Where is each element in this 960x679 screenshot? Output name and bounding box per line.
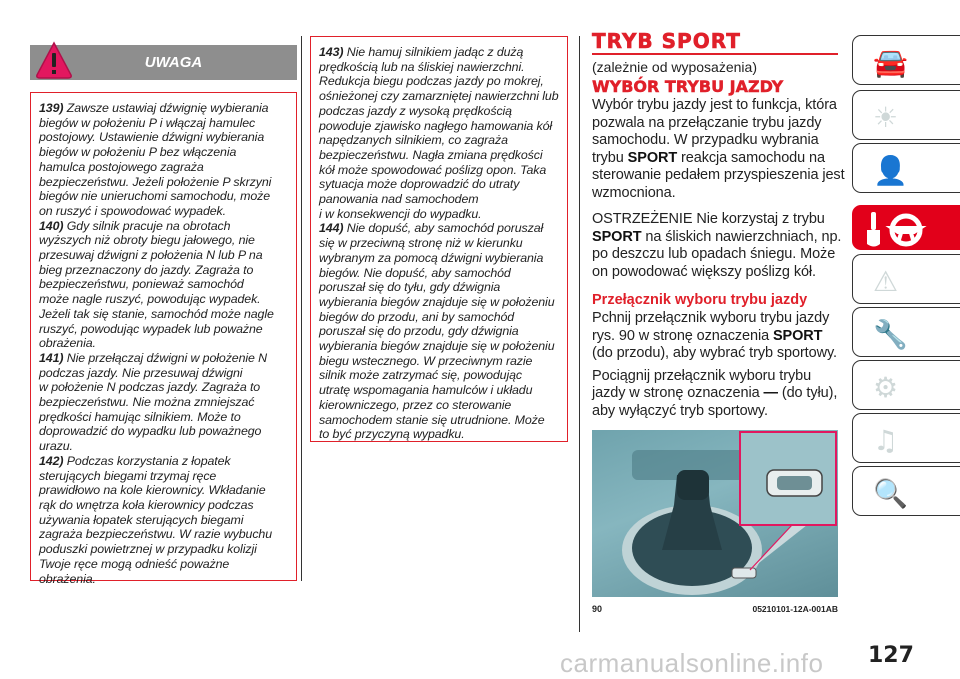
- body-line: [592, 246, 840, 264]
- warning-line: [39, 469, 290, 484]
- paragraph: [592, 97, 845, 202]
- warning-line: [39, 175, 290, 190]
- warning-line: [39, 116, 290, 131]
- warning-line: [319, 398, 561, 413]
- body-text: Pchnij przełącznik wyboru trybu jazdy: [592, 310, 830, 326]
- warning-line: [39, 483, 290, 498]
- warning-line: [39, 322, 290, 337]
- warning-text: samochodem stanie się utrudnione. Może: [319, 412, 545, 427]
- warning-line: [39, 336, 290, 351]
- warning-line: [39, 542, 290, 557]
- warning-line: [39, 366, 290, 381]
- breakdown-triangle-icon: [861, 257, 941, 301]
- warning-line: [39, 130, 290, 145]
- body-text: wzmocniona.: [592, 184, 676, 201]
- warning-line: [319, 221, 561, 236]
- warning-text: Redukcja biegu podczas jazdy po mokrej,: [319, 74, 544, 89]
- paragraph: [592, 310, 840, 363]
- warning-text: wybierania biegów znajduje się w położeniu: [319, 339, 555, 354]
- sidebar-tab-specs-gear[interactable]: [852, 360, 960, 410]
- warning-line: [319, 148, 561, 163]
- car-service-icon: [861, 310, 941, 354]
- warning-line: [39, 439, 290, 454]
- svg-text:☀: ☀: [873, 101, 899, 134]
- warning-number: 139): [39, 101, 64, 115]
- warning-line: [39, 101, 290, 116]
- body-line: [592, 97, 840, 115]
- warning-line: [319, 266, 561, 281]
- body-line: [592, 211, 840, 229]
- warning-text: bezpieczeństwu, ponieważ samochód: [39, 277, 244, 292]
- warning-line: [39, 527, 290, 542]
- body-line: [592, 115, 840, 133]
- body-line: [592, 185, 840, 203]
- body-text: na śliskich nawierzchniach, np.: [641, 228, 842, 245]
- warning-line: [319, 280, 561, 295]
- column-divider: [301, 36, 302, 581]
- paragraph: [592, 368, 840, 421]
- warning-text: bezpieczeństwu. Jeżeli położenie P skrzyni: [39, 174, 272, 189]
- warning-line: [39, 513, 290, 528]
- warning-line: [319, 354, 561, 369]
- index-search-icon: [861, 469, 941, 513]
- warning-text: w położenie N podczas jazdy. Zagraża to: [39, 380, 261, 395]
- svg-text:🔧: 🔧: [873, 318, 908, 351]
- warning-text: on ruszyć i spowodować wypadek.: [39, 203, 226, 218]
- warning-text: poruszał się do przodu, gdy dźwignia: [319, 324, 519, 339]
- warning-number: 140): [39, 218, 64, 233]
- warning-text: prędkością lub na śliskiej nawierzchni.: [319, 59, 525, 74]
- warning-line: [319, 295, 561, 310]
- warning-box-left: [30, 92, 297, 586]
- body-line: [592, 310, 840, 328]
- body-text: (do przodu), aby wybrać tryb sportowy.: [592, 345, 837, 361]
- warning-line: [39, 233, 290, 248]
- warning-text: biegów w położeniu P bez włączenia: [39, 145, 237, 160]
- specs-gear-icon: [861, 363, 941, 407]
- warning-line: [319, 60, 561, 75]
- warning-text: Podczas korzystania z łopatek: [63, 453, 231, 468]
- body-line: [592, 229, 840, 247]
- warning-line: [39, 145, 290, 160]
- svg-text:🚘: 🚘: [873, 46, 908, 79]
- body-text: rys. 90 w stronę oznaczenia: [592, 327, 773, 344]
- warning-line: [319, 192, 561, 207]
- body-text: jazdy w stronę oznaczenia: [592, 385, 764, 401]
- warning-text: i w konsekwencji do wypadku.: [319, 206, 482, 221]
- seat-airbag-icon: [861, 146, 941, 190]
- body-text: OSTRZEŻENIE Nie korzystaj z trybu: [592, 211, 825, 227]
- svg-text:👤: 👤: [873, 154, 908, 187]
- warning-text: ośnieżonej czy zamarzniętej nawierzchni lub: [319, 89, 559, 104]
- body-text: pozwala na przełączanie trybu jazdy: [592, 114, 822, 131]
- sidebar-tab-warning-lights[interactable]: [852, 90, 960, 140]
- watermark: carmanualsonline.info: [560, 648, 824, 678]
- sport-mode-section: [592, 29, 845, 420]
- warning-text: biegów do przodu, ani by samochód: [319, 309, 515, 324]
- body-text: aby wyłączyć tryb sportowy.: [592, 402, 768, 419]
- warning-line: [39, 204, 290, 219]
- warning-text: obrażenia.: [39, 336, 96, 351]
- body-text: Wybór trybu jazdy jest to funkcja, która: [592, 97, 837, 113]
- subheading: Przełącznik wyboru trybu jazdy: [592, 292, 808, 308]
- body-text: trybu: [592, 149, 628, 166]
- body-line: [592, 403, 840, 421]
- warning-text: wybierania biegów znajduje się w położeniu: [319, 294, 555, 309]
- warning-text: przesuwaj dźwigni z położenia N lub P na: [39, 248, 263, 263]
- warning-line: [319, 413, 561, 428]
- warning-text: Nie przełączaj dźwigni w położenie N: [63, 350, 268, 365]
- warning-line: [319, 368, 561, 383]
- warning-text: panowania nad samochodem: [319, 192, 479, 207]
- warning-text: prędkości hamując silnikiem. Może to: [39, 409, 241, 424]
- page-number: 127: [868, 643, 914, 668]
- sidebar-tab-seat-airbag[interactable]: [852, 143, 960, 193]
- body-line: [592, 150, 840, 168]
- warning-lights-icon: [861, 93, 941, 137]
- warning-line: [319, 383, 561, 398]
- section-title: TRYB SPORT: [592, 29, 741, 53]
- sidebar-tab-key-steering-wheel[interactable]: [852, 205, 960, 250]
- warning-line: [319, 133, 561, 148]
- emphasis: —: [763, 385, 778, 401]
- warning-text: postojowy. Ustawienie dźwigni wybierania: [39, 130, 265, 145]
- warning-line: [39, 572, 290, 587]
- warning-text: powoduje zjawisko nagłego hamowania kół: [319, 118, 553, 133]
- warning-line: [39, 557, 290, 572]
- warning-line: [319, 324, 561, 339]
- warning-text: zagraża bezpieczeństwu. W razie wybuchu: [39, 527, 273, 542]
- body-text: Pociągnij przełącznik wyboru trybu: [592, 367, 812, 384]
- warning-text: kierowniczego, przez co sterowanie: [319, 397, 512, 412]
- warning-line: [39, 160, 290, 175]
- warning-text: kół może spowodować poślizg opon. Taka: [319, 162, 547, 177]
- warning-line: [39, 380, 290, 395]
- warning-text: hamulca postojowego zagraża: [39, 159, 204, 174]
- warning-text: biegów w położeniu P i włączaj hamulec: [39, 115, 256, 130]
- figure-gear-shifter-image: [592, 430, 838, 597]
- warning-text: rąk do wnętrza koła kierownicy podczas: [39, 497, 254, 512]
- figure-number: 90: [592, 604, 603, 614]
- sidebar-tab-breakdown-triangle[interactable]: [852, 254, 960, 304]
- warning-text: używania łopatek sterujących biegami: [39, 512, 244, 527]
- warning-number: 144): [319, 221, 344, 236]
- warning-line: [39, 189, 290, 204]
- warning-text: poduszki powietrznej w przypadku kolizji: [39, 542, 257, 557]
- body-line: [592, 328, 840, 346]
- warning-line: [319, 310, 561, 325]
- sidebar-tab-car-info[interactable]: [852, 35, 960, 85]
- body-text: samochodu. W przypadku wybrania: [592, 132, 819, 148]
- title-rule: [592, 53, 838, 55]
- warning-text: napędzanych silnikiem, co zagraża: [319, 133, 508, 148]
- body-text: po deszczu lub opadach śniegu. Może: [592, 246, 836, 262]
- key-steering-wheel-icon: [861, 208, 941, 252]
- warning-text: podczas jazdy z wysoką prędkością: [319, 103, 512, 118]
- multimedia-icon: [861, 416, 941, 460]
- body-line: [592, 345, 840, 363]
- body-line: [592, 385, 840, 403]
- warning-line: [319, 163, 561, 178]
- body-line: [592, 264, 840, 282]
- warning-line: [39, 248, 290, 263]
- warning-line: [39, 454, 290, 469]
- warning-text: biegów nie unieruchomi samochodu, może: [39, 189, 271, 204]
- warning-line: [39, 410, 290, 425]
- emphasis: SPORT: [772, 327, 823, 344]
- emphasis: SPORT: [592, 228, 642, 245]
- sidebar-tab-multimedia[interactable]: [852, 413, 960, 463]
- body-line: [592, 167, 845, 185]
- warning-line: [39, 263, 290, 278]
- warning-text: poruszał się do tyłu, gdy dźwignia: [319, 280, 501, 295]
- warning-text: doprowadzić do wypadku lub poważnego: [39, 424, 262, 439]
- warning-line: [319, 89, 561, 104]
- gear-shifter-illustration: [592, 430, 838, 597]
- warning-text: Gdy silnik pracuje na obrotach: [63, 218, 231, 233]
- warning-text: bezpieczeństwu. Nagła zmiana prędkości: [319, 147, 543, 162]
- warning-text: prawidłowo na kole kierownicy. Wkładanie: [39, 483, 266, 498]
- warning-line: [319, 236, 561, 251]
- warning-text: bezpieczeństwu. Nie można zmniejszać: [39, 395, 255, 410]
- warning-number: 143): [319, 45, 344, 59]
- warning-text: utratę wspomagania hamulców i układu: [319, 383, 533, 398]
- warning-text: sterujących biegami trzymaj ręce: [39, 468, 217, 483]
- body-text: (do tyłu),: [777, 385, 838, 401]
- warning-text: wybranym za pomocą dźwigni wybierania: [319, 250, 544, 265]
- svg-text:♫: ♫: [873, 424, 899, 457]
- figure-code: 05210101-12A-001AB: [752, 604, 838, 614]
- body-text: sterowanie pedałem przyspieszenia jest: [592, 167, 845, 183]
- warning-line: [39, 219, 290, 234]
- warning-line: [39, 498, 290, 513]
- warning-text: to być przyczyną wypadku.: [319, 427, 465, 442]
- warning-line: [39, 292, 290, 307]
- body-line: [592, 368, 840, 386]
- warning-title: UWAGA: [144, 54, 203, 71]
- warning-number: 141): [39, 350, 64, 365]
- warning-text: obrażenia.: [39, 571, 96, 586]
- warning-line: [319, 45, 561, 60]
- warning-text: biegów. Nie dopuść, aby samochód: [319, 265, 511, 280]
- section-heading: WYBÓR TRYBU JAZDY: [592, 77, 784, 96]
- warning-line: [39, 395, 290, 410]
- sidebar-tab-index-search[interactable]: [852, 466, 960, 516]
- warning-line: [39, 277, 290, 292]
- warning-line: [319, 74, 561, 89]
- column-divider: [579, 36, 580, 632]
- warning-text: Twoje ręce mogą odnieść poważne: [39, 556, 230, 571]
- warning-text: Zawsze ustawiaj dźwignię wybierania: [63, 101, 269, 115]
- warning-line: [319, 207, 561, 222]
- warning-text: sytuacja może doprowadzić do utraty: [319, 177, 520, 192]
- warning-text: ruszyć, powodując wypadek lub poważne: [39, 321, 263, 336]
- warning-line: [39, 424, 290, 439]
- warning-line: [319, 427, 561, 442]
- warning-text: Nie hamuj silnikiem jadąc z dużą: [343, 45, 524, 59]
- warning-text: bieg przeznaczony do jazdy. Zagraża to: [39, 262, 254, 277]
- warning-text: wyższych niż obroty biegu jałowego, nie: [39, 233, 255, 248]
- warning-line: [319, 251, 561, 266]
- warning-line: [319, 339, 561, 354]
- warning-box-middle: [310, 36, 568, 442]
- svg-text:⚙: ⚙: [873, 371, 899, 404]
- car-info-icon: [861, 38, 941, 82]
- warning-text: może nagle ruszyć, powodując wypadek.: [39, 292, 261, 307]
- emphasis: SPORT: [627, 149, 678, 166]
- warning-line: [319, 177, 561, 192]
- body-line: [592, 132, 840, 150]
- warning-paragraph: [592, 211, 840, 281]
- warning-text: urazu.: [39, 439, 73, 454]
- body-text: reakcja samochodu na: [677, 149, 825, 166]
- svg-text:🔍: 🔍: [873, 477, 908, 510]
- warning-line: [319, 119, 561, 134]
- warning-text: biegu wstecznego. W przeciwnym razie: [319, 353, 533, 368]
- warning-text: Jeżeli tak się stanie, samochód może nagle: [39, 306, 274, 321]
- warning-number: 142): [39, 453, 64, 468]
- warning-text: podczas jazdy. Nie przesuwaj dźwigni: [39, 365, 243, 380]
- warning-text: Nie dopuść, aby samochód poruszał: [343, 221, 544, 236]
- warning-triangle-icon: [34, 40, 74, 80]
- warning-line: [39, 307, 290, 322]
- warning-text: się w przeciwną stronę niż w kierunku: [319, 236, 523, 251]
- section-subtitle: (zależnie od wyposażenia): [592, 59, 757, 75]
- svg-text:⚠: ⚠: [873, 265, 899, 298]
- warning-line: [319, 104, 561, 119]
- warning-text: silnik może zatrzymać się, powodując: [319, 368, 522, 383]
- sidebar-tab-car-service[interactable]: [852, 307, 960, 357]
- body-text: on powodować większy poślizg kół.: [592, 263, 816, 280]
- warning-line: [39, 351, 290, 366]
